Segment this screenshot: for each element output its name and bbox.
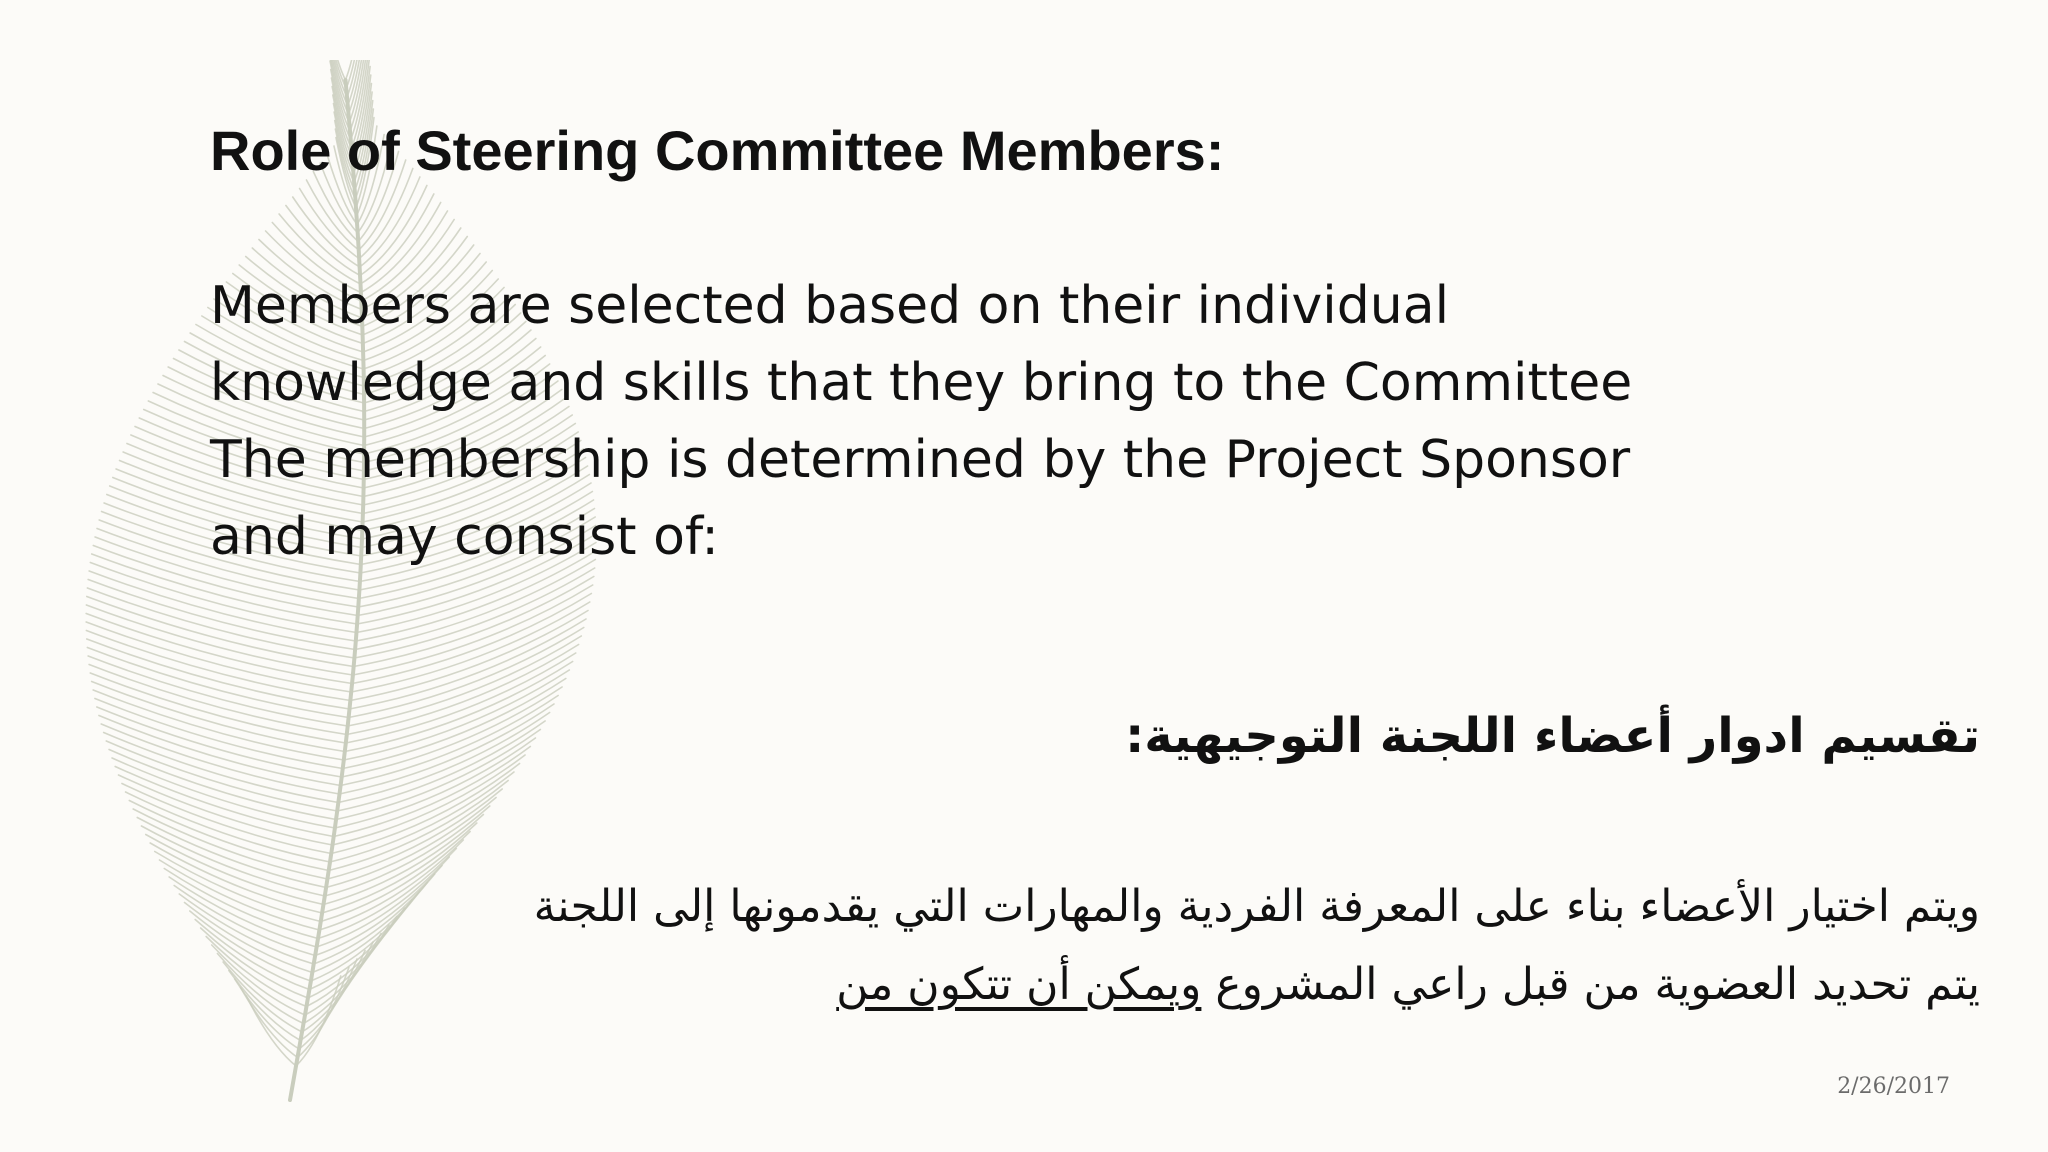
arabic-line [180, 946, 1980, 1024]
arabic-line-underlined: ويمكن أن تتكون من [836, 959, 1202, 1010]
english-line: knowledge and skills that they bring to the Committee [210, 353, 1633, 413]
english-line: and may consist of: [210, 507, 719, 567]
slide-title: Role of Steering Committee Members: [210, 119, 1225, 182]
english-body [210, 268, 1910, 576]
arabic-line: ويتم اختيار الأعضاء بناء على المعرفة الفردية والمهارات التي يقدمونها إلى اللجنة [533, 881, 1980, 932]
english-line: Members are selected based on their individual [210, 276, 1450, 336]
arabic-body [180, 868, 1980, 1024]
slide-date: 2/26/2017 [1837, 1074, 1950, 1099]
arabic-line-plain: يتم تحديد العضوية من قبل راعي المشروع [1215, 959, 1980, 1010]
arabic-title: تقسيم ادوار أعضاء اللجنة التوجيهية: [1125, 708, 1980, 764]
english-line: The membership is determined by the Project Sponsor [210, 430, 1631, 490]
